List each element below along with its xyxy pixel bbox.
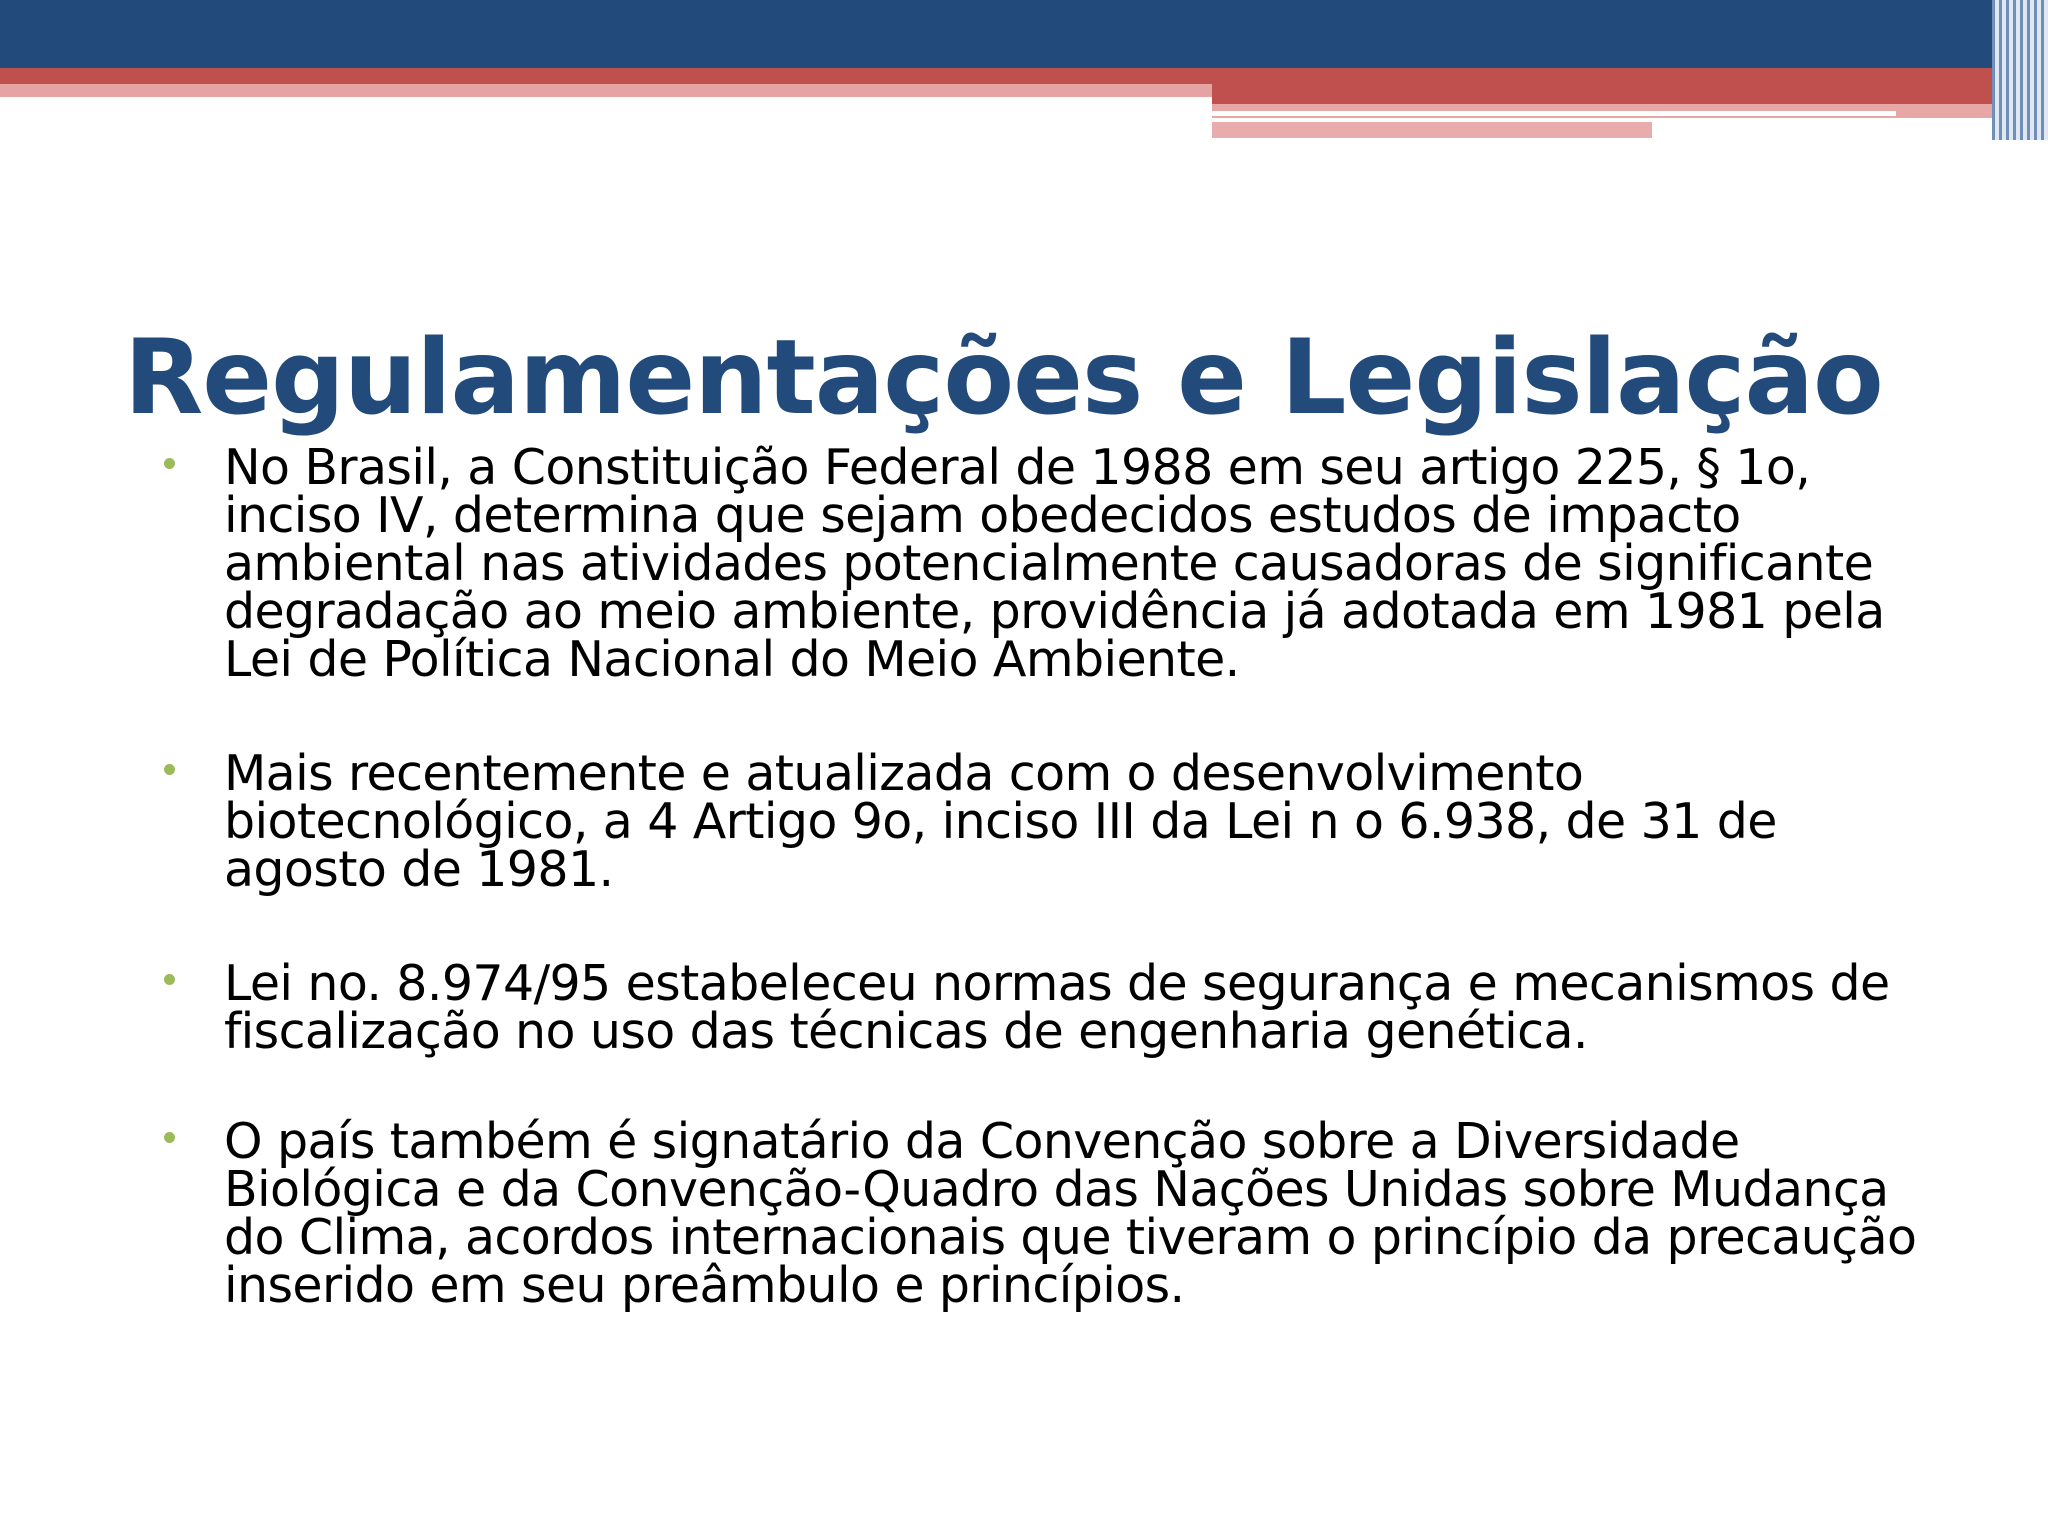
bullet-text: O país também é signatário da Convenção sobre a Diversidade Biológica e da Convenção-Quadro das Nações Unidas sobre Mudança do Clima, acordos internacionais que tiveram o princípio da precaução inserido em seu preâmbulo e princípios.: [224, 1113, 1917, 1314]
bullet-text: Mais recentemente e atualizada com o desenvolvimento biotecnológico, a 4 Artigo 9o, inciso III da Lei n o 6.938, de 31 de agosto de 1981.: [224, 745, 1777, 898]
bullet-marker-icon: [164, 458, 175, 469]
bullet-text: Lei no. 8.974/95 estabeleceu normas de segurança e mecanismos de fiscalização no uso das técnicas de engenharia genética.: [224, 955, 1890, 1060]
bullet-marker-icon: [164, 764, 175, 775]
bullet-text: No Brasil, a Constituição Federal de 1988 em seu artigo 225, § 1o, inciso IV, determina que sejam obedecidos estudos de impacto ambiental nas atividades potencialmente causadoras de significante degradação ao meio ambiente, providência já adotada em 1981 pela Lei de Política Nacional do Meio Ambiente.: [224, 439, 1885, 688]
slide-title: Regulamentações e Legislação: [124, 318, 1883, 438]
bullet-marker-icon: [164, 974, 175, 985]
bullet-marker-icon: [164, 1132, 175, 1143]
